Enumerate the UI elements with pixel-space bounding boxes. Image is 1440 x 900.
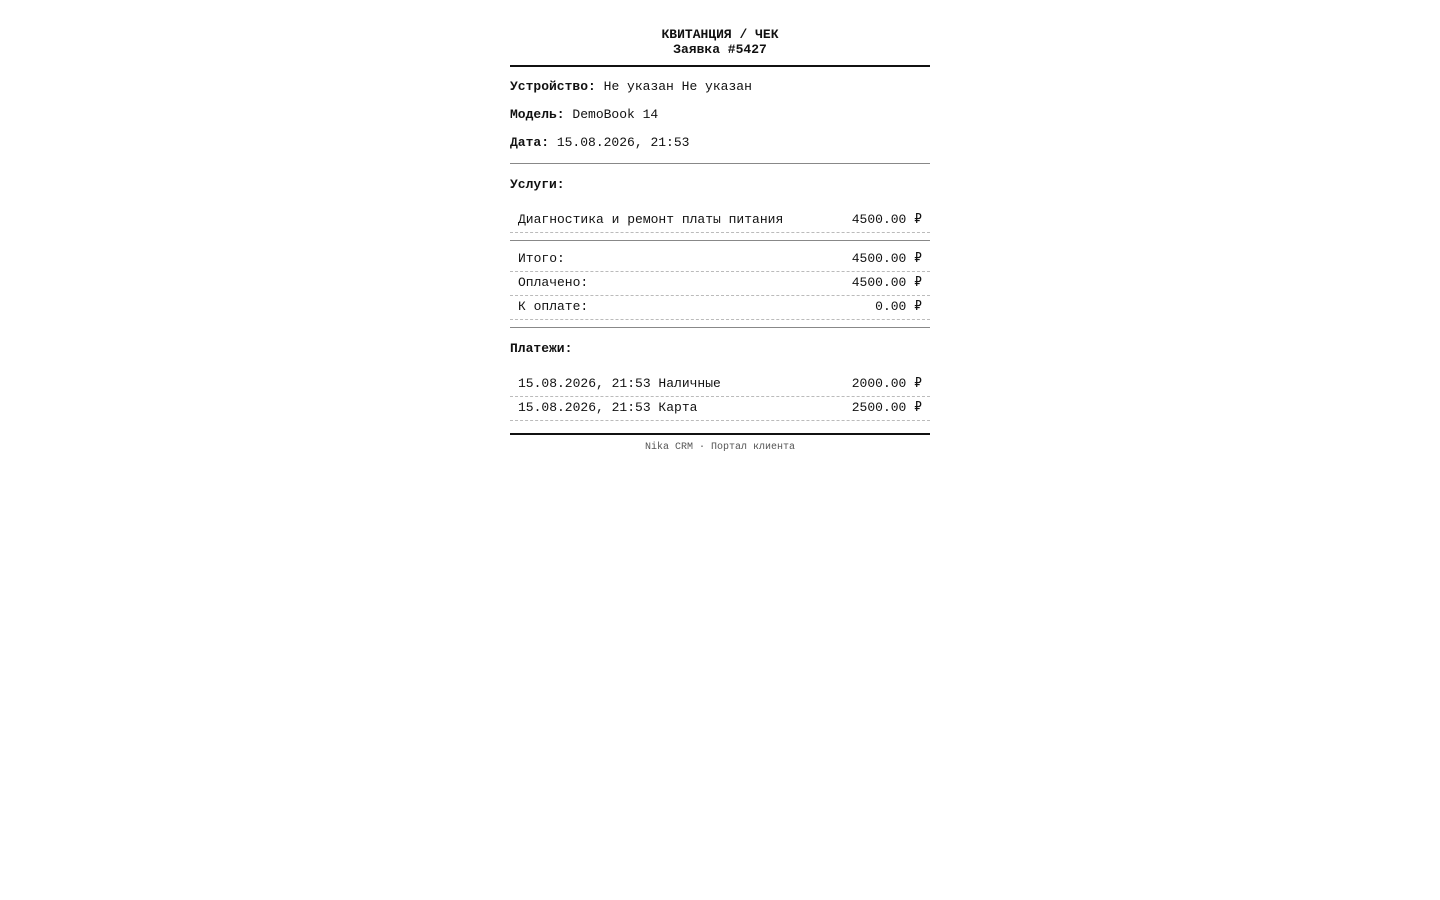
total-value: 4500.00 ₽: [851, 251, 922, 266]
payment-line: [510, 397, 930, 421]
payments-section: [510, 341, 930, 435]
due-line: [510, 296, 930, 320]
due-label: К оплате:: [518, 299, 589, 314]
payment-line: [510, 373, 930, 397]
service-name: Диагностика и ремонт платы питания: [518, 212, 784, 227]
service-price: 4500.00 ₽: [851, 212, 922, 227]
device-row: [510, 79, 930, 95]
date-label: Дата:: [510, 135, 550, 150]
totals-section: [510, 241, 930, 328]
model-label: Модель:: [510, 107, 565, 122]
device-info: [510, 67, 930, 164]
payments-title: Платежи:: [510, 341, 573, 356]
payment-desc: 15.08.2026, 21:53 Наличные: [518, 376, 721, 391]
receipt-title: КВИТАНЦИЯ / ЧЕК: [661, 27, 779, 42]
receipt-footer: Nika CRM · Портал клиента: [644, 442, 796, 453]
due-value: 0.00 ₽: [875, 299, 922, 314]
payment-desc: 15.08.2026, 21:53 Карта: [518, 400, 698, 415]
model-row: [510, 107, 930, 123]
device-label: Устройство:: [510, 79, 596, 94]
payment-amount: 2000.00 ₽: [851, 376, 922, 391]
paid-line: [510, 272, 930, 296]
receipt-header: [510, 0, 930, 67]
service-line: [510, 209, 930, 233]
date-value: 15.08.2026, 21:53: [556, 135, 690, 150]
order-number: Заявка #5427: [673, 42, 767, 57]
payment-amount: 2500.00 ₽: [851, 400, 922, 415]
paid-label: Оплачено:: [518, 275, 589, 290]
device-value: Не указан Не указан: [603, 79, 752, 94]
services-section: [510, 177, 930, 241]
paid-value: 4500.00 ₽: [851, 275, 922, 290]
total-label: Итого:: [518, 251, 565, 266]
receipt: [510, 0, 930, 454]
services-title: Услуги:: [510, 177, 565, 192]
date-row: [510, 135, 930, 151]
total-line: [510, 248, 930, 272]
model-value: DemoBook 14: [572, 107, 659, 122]
